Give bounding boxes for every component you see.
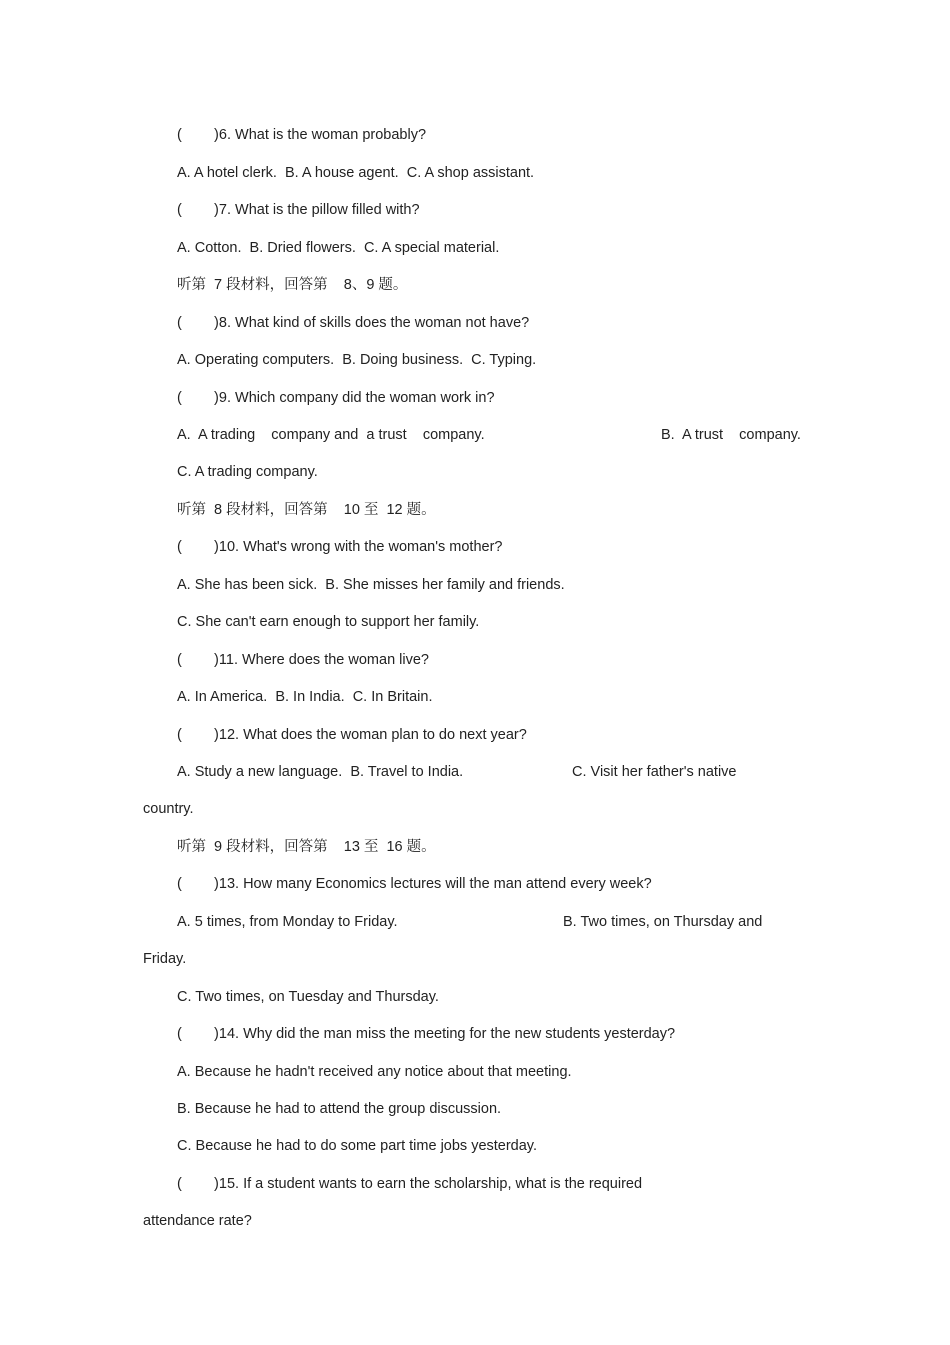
question-6: ( )6. What is the woman probably? bbox=[177, 127, 427, 143]
option-14b: B. Because he had to attend the group discussion. bbox=[177, 1101, 502, 1117]
section-heading-7: 听第 7 段材料，回答第 8、9 题。 bbox=[177, 277, 408, 293]
question-12: ( )12. What does the woman plan to do next year? bbox=[177, 727, 527, 743]
options-10-ab: A. She has been sick. B. She misses her family and friends. bbox=[177, 577, 565, 593]
options-11: A. In America. B. In India. C. In Britain. bbox=[177, 689, 433, 705]
option-13b-continued: Friday. bbox=[143, 951, 187, 967]
question-9: ( )9. Which company did the woman work in? bbox=[177, 390, 495, 406]
question-13: ( )13. How many Economics lectures will the man attend every week? bbox=[177, 876, 652, 892]
question-10: ( )10. What's wrong with the woman's mother? bbox=[177, 539, 503, 555]
option-9c: C. A trading company. bbox=[177, 464, 318, 480]
question-15: ( )15. If a student wants to earn the scholarship, what is the required bbox=[177, 1176, 643, 1192]
question-15-continued: attendance rate? bbox=[143, 1213, 252, 1229]
question-14: ( )14. Why did the man miss the meeting for the new students yesterday? bbox=[177, 1026, 676, 1042]
option-13a: A. 5 times, from Monday to Friday. bbox=[177, 914, 398, 930]
option-9b: B. A trust company. bbox=[661, 427, 801, 443]
options-6: A. A hotel clerk. B. A house agent. C. A shop assistant. bbox=[177, 165, 535, 181]
options-8: A. Operating computers. B. Doing business. C. Typing. bbox=[177, 352, 537, 368]
option-13c: C. Two times, on Tuesday and Thursday. bbox=[177, 989, 439, 1005]
section-heading-9: 听第 9 段材料，回答第 13 至 16 题。 bbox=[177, 839, 436, 855]
options-12-ab: A. Study a new language. B. Travel to India. bbox=[177, 764, 464, 780]
option-9a: A. A trading company and a trust company. bbox=[177, 427, 485, 443]
question-11: ( )11. Where does the woman live? bbox=[177, 652, 429, 668]
option-13b: B. Two times, on Thursday and bbox=[563, 914, 763, 930]
option-14c: C. Because he had to do some part time jobs yesterday. bbox=[177, 1138, 538, 1154]
options-7: A. Cotton. B. Dried flowers. C. A special material. bbox=[177, 240, 500, 256]
question-8: ( )8. What kind of skills does the woman not have? bbox=[177, 315, 530, 331]
option-14a: A. Because he hadn't received any notice about that meeting. bbox=[177, 1064, 572, 1080]
question-7: ( )7. What is the pillow filled with? bbox=[177, 202, 420, 218]
option-12c-continued: country. bbox=[143, 801, 194, 817]
option-12c: C. Visit her father's native bbox=[572, 764, 737, 780]
section-heading-8: 听第 8 段材料，回答第 10 至 12 题。 bbox=[177, 502, 436, 518]
option-10c: C. She can't earn enough to support her family. bbox=[177, 614, 480, 630]
